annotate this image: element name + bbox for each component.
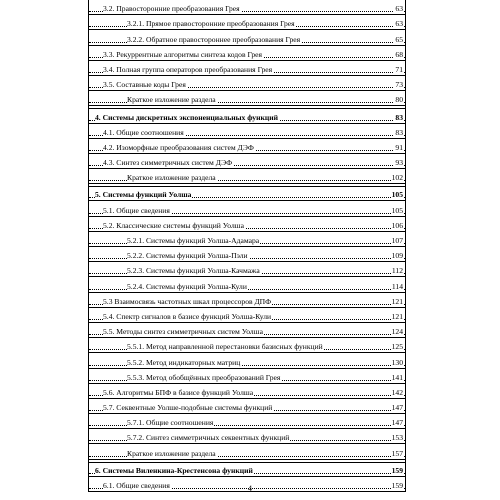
table-of-contents: [88, 0, 406, 492]
toc-section-row[interactable]: [89, 186, 405, 201]
toc-row[interactable]: [89, 369, 405, 384]
toc-row[interactable]: [89, 414, 405, 429]
toc-entry-page: 63: [395, 4, 403, 14]
toc-entry-title: 5.2. Классические системы функций Уолша: [103, 220, 244, 230]
toc-row[interactable]: [89, 169, 405, 184]
toc-entry-title: 3.2.1. Прямое правосторонние преобразования Грея: [127, 19, 295, 29]
toc-entry-page: 93: [395, 158, 403, 168]
toc-row[interactable]: [89, 154, 405, 169]
toc-row[interactable]: [89, 308, 405, 323]
toc-row[interactable]: [89, 139, 405, 154]
toc-entry-page: 63: [395, 19, 403, 29]
toc-entry-page: 71: [395, 64, 403, 74]
toc-entry-title: 5.2.3. Системы функций Уолша-Качмажа: [127, 266, 260, 276]
toc-entry-page: 109: [391, 251, 403, 261]
toc-row[interactable]: [89, 232, 405, 247]
toc-entry-title: 3.4. Полная группа операторов преобразования Грея: [103, 64, 273, 74]
toc-entry-title: 5.7.1. Общие соотношения: [127, 418, 214, 428]
toc-entry-page: 112: [391, 266, 403, 276]
toc-entry-page: 65: [395, 34, 403, 44]
toc-entry-page: 121: [391, 311, 403, 321]
toc-row[interactable]: [89, 76, 405, 91]
toc-section-row[interactable]: [89, 108, 405, 123]
toc-entry-page: 73: [395, 80, 403, 90]
toc-entry-title: 3.3. Рекуррентные алгоритмы синтеза кодов Грея: [103, 49, 263, 59]
toc-entry-page: 159: [391, 465, 403, 475]
toc-row[interactable]: [89, 15, 405, 30]
toc-entry-title: 6.1. Общие сведения: [103, 481, 170, 490]
toc-entry-page: 124: [391, 327, 403, 337]
toc-entry-title: 5.2.2. Системы функций Уолша-Пэли: [127, 251, 248, 261]
toc-row[interactable]: [89, 46, 405, 61]
toc-entry-page: 83: [395, 127, 403, 137]
toc-entry-page: 147: [391, 418, 403, 428]
toc-row[interactable]: [89, 338, 405, 353]
toc-entry-title: 4. Системы дискретных экспоненциальных функций: [95, 112, 278, 122]
toc-entry-title: 3.2.2. Обратное правостороннее преобразования Грея: [127, 34, 301, 44]
toc-entry-page: 153: [391, 433, 403, 443]
toc-entry-title: 5.3 Взаимосвязь частотных шкал процессоров ДПФ: [103, 296, 272, 306]
toc-entry-title: 3.5. Составные коды Грея: [103, 80, 186, 90]
toc-row[interactable]: [89, 429, 405, 444]
toc-row[interactable]: [89, 61, 405, 76]
toc-row[interactable]: [89, 217, 405, 232]
toc-entry-page: 157: [391, 448, 403, 458]
toc-row[interactable]: [89, 399, 405, 414]
toc-row[interactable]: [89, 91, 405, 106]
toc-row[interactable]: [89, 0, 405, 15]
toc-entry-page: 130: [391, 357, 403, 367]
toc-entry-title: 5.5.1. Метод направленной перестановки базисных функций: [127, 342, 323, 352]
toc-entry-title: 4.3. Синтез симметричных систем ДЭФ: [103, 158, 233, 168]
toc-entry-title: 6. Системы Виленкина-Крестенсона функций: [95, 465, 253, 475]
toc-entry-page: 114: [391, 281, 403, 291]
toc-entry-page: 159: [391, 481, 403, 490]
toc-entry-title: 4.1. Общие соотношения: [103, 127, 184, 137]
toc-entry-page: 147: [391, 403, 403, 413]
toc-row[interactable]: [89, 384, 405, 399]
toc-entry-page: 106: [391, 220, 403, 230]
toc-section-row[interactable]: [89, 462, 405, 477]
toc-row[interactable]: [89, 30, 405, 45]
toc-row[interactable]: [89, 353, 405, 368]
toc-row[interactable]: [89, 323, 405, 338]
toc-entry-title: Краткое изложение раздела: [127, 173, 216, 183]
toc-row[interactable]: [89, 444, 405, 459]
toc-entry-page: 91: [395, 142, 403, 152]
toc-entry-title: 5.7. Секвентные Уолше-подобные системы функций: [103, 403, 273, 413]
toc-entry-title: 3.2. Правосторонние преобразования Грея: [103, 4, 240, 14]
toc-entry-title: 5.5.2. Метод индикаторных матриц: [127, 357, 241, 367]
toc-entry-title: 5.5.3. Метод обобщённых преобразований Грея: [127, 372, 281, 382]
toc-entry-title: Краткое изложение раздела: [127, 95, 216, 105]
toc-entry-page: 105: [391, 205, 403, 215]
toc-entry-page: 68: [395, 49, 403, 59]
toc-row[interactable]: [89, 201, 405, 216]
toc-entry-title: 5.2.1. Системы функций Уолша-Адамара: [127, 236, 260, 245]
toc-entry-page: 83: [395, 112, 403, 122]
toc-entry-page: 142: [391, 387, 403, 397]
toc-entry-title: 5. Системы функций Уолша: [95, 190, 192, 200]
toc-entry-page: 141: [391, 372, 403, 382]
toc-entry-page: 105: [391, 190, 403, 200]
page-number: 4: [248, 484, 252, 493]
toc-entry-title: 5.1. Общие сведения: [103, 205, 170, 215]
toc-entry-page: 102: [391, 173, 403, 183]
toc-row[interactable]: [89, 277, 405, 292]
toc-entry-page: 80: [395, 95, 403, 105]
toc-entry-page: 107: [391, 236, 403, 245]
toc-row[interactable]: [89, 293, 405, 308]
toc-entry-title: 5.2.4. Системы функций Уолша-Кули: [127, 281, 247, 291]
toc-entry-title: 5.4. Спектр сигналов в базисе функций Уолша-Кули: [103, 311, 272, 321]
toc-entry-title: Краткое изложение раздела: [127, 448, 216, 458]
toc-row[interactable]: [89, 247, 405, 262]
toc-row[interactable]: [89, 262, 405, 277]
toc-entry-title: 5.7.2. Синтез симметричных секвентных функций: [127, 433, 290, 443]
toc-entry-page: 125: [391, 342, 403, 352]
toc-entry-title: 5.5. Методы синтез симметричных систем Уолша: [103, 327, 263, 337]
toc-row[interactable]: [89, 124, 405, 139]
toc-entry-title: 5.6. Алгоритмы БПФ в базисе функций Уолша: [103, 387, 254, 397]
toc-entry-page: 121: [391, 296, 403, 306]
toc-entry-title: 4.2. Изоморфные преобразования систем ДЭФ: [103, 142, 254, 152]
